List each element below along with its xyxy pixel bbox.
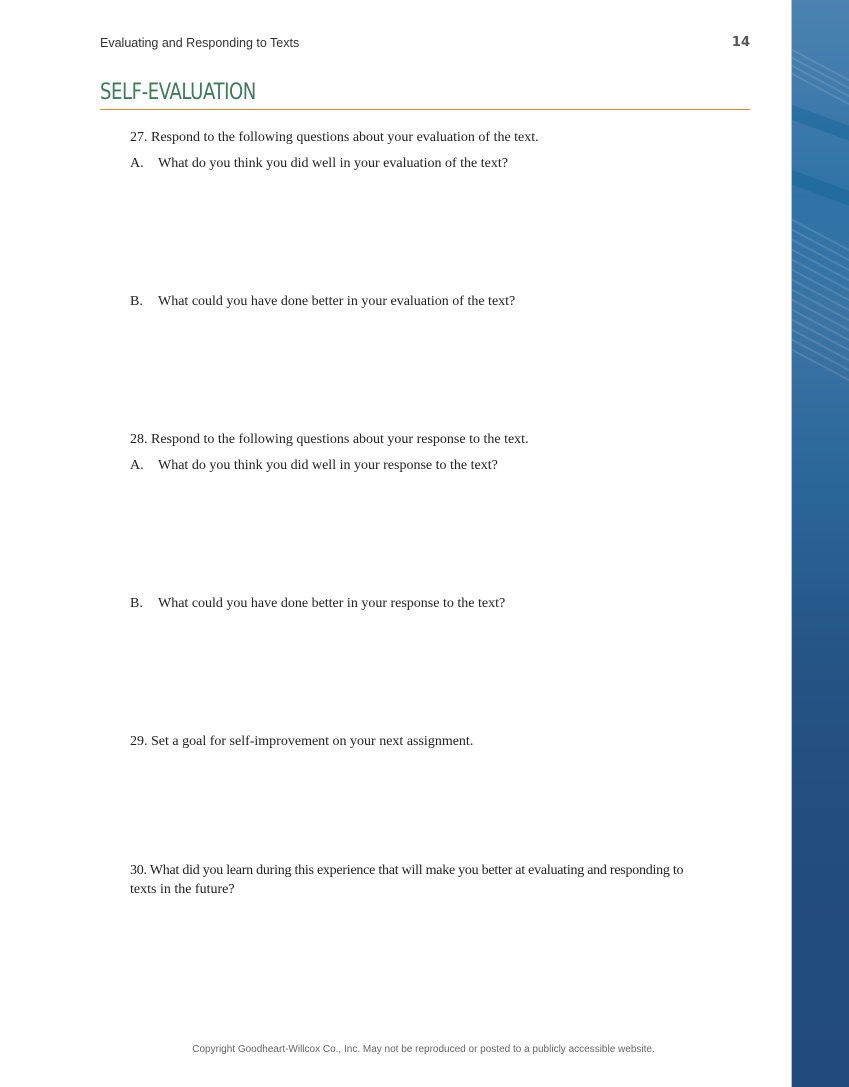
- sidebar-band: [791, 100, 849, 154]
- question-29: 29. Set a goal for self-improvement on your next assignment.: [130, 734, 474, 749]
- sidebar-stripe: [791, 282, 849, 340]
- sidebar-stripe: [791, 332, 849, 390]
- copyright-footer: [0, 1044, 849, 1055]
- decorative-sidebar: [791, 0, 849, 1087]
- sidebar-band: [791, 165, 849, 219]
- question-27-b: [130, 294, 515, 310]
- question-30-line-1: 30. What did you learn during this experience that will make you better at evaluating and responding to: [130, 863, 684, 878]
- sub-letter: B.: [130, 596, 143, 611]
- sub-text: What could you have done better in your evaluation of the text?: [158, 294, 516, 309]
- sidebar-stripe: [791, 242, 849, 300]
- question-27: 27. Respond to the following questions about your evaluation of the text.: [130, 130, 539, 145]
- sidebar-stripe: [791, 302, 849, 360]
- section-title-rule: [100, 109, 750, 110]
- sidebar-stripe: [791, 292, 849, 350]
- question-28-a: [130, 458, 498, 474]
- question-27-a: [130, 156, 508, 172]
- sidebar-stripe: [791, 232, 849, 290]
- page-number: 14: [731, 35, 750, 50]
- question-28: 28. Respond to the following questions about your response to the text.: [130, 432, 529, 447]
- sidebar-stripe: [791, 222, 849, 280]
- sidebar-stripe: [791, 252, 849, 310]
- copyright-text: Copyright Goodheart-Willcox Co., Inc. May not be reproduced or posted to a publicly accessible website.: [192, 1044, 655, 1055]
- question-28-b: [130, 596, 505, 612]
- sub-letter: B.: [130, 294, 143, 309]
- sidebar-stripe: [791, 322, 849, 380]
- sub-letter: A.: [130, 458, 144, 473]
- section-title: SELF-EVALUATION: [100, 80, 256, 105]
- sidebar-stripe: [791, 262, 849, 320]
- sub-text: What do you think you did well in your response to the text?: [158, 458, 498, 473]
- sub-letter: A.: [130, 156, 144, 171]
- sub-text: What do you think you did well in your evaluation of the text?: [158, 156, 508, 171]
- sidebar-stripe: [791, 212, 849, 270]
- running-head: Evaluating and Responding to Texts: [100, 36, 300, 50]
- sidebar-stripe: [791, 312, 849, 370]
- question-30-line-2: texts in the future?: [130, 882, 235, 897]
- sidebar-stripe: [791, 342, 849, 400]
- sidebar-stripe: [791, 272, 849, 330]
- sub-text: What could you have done better in your response to the text?: [158, 596, 506, 611]
